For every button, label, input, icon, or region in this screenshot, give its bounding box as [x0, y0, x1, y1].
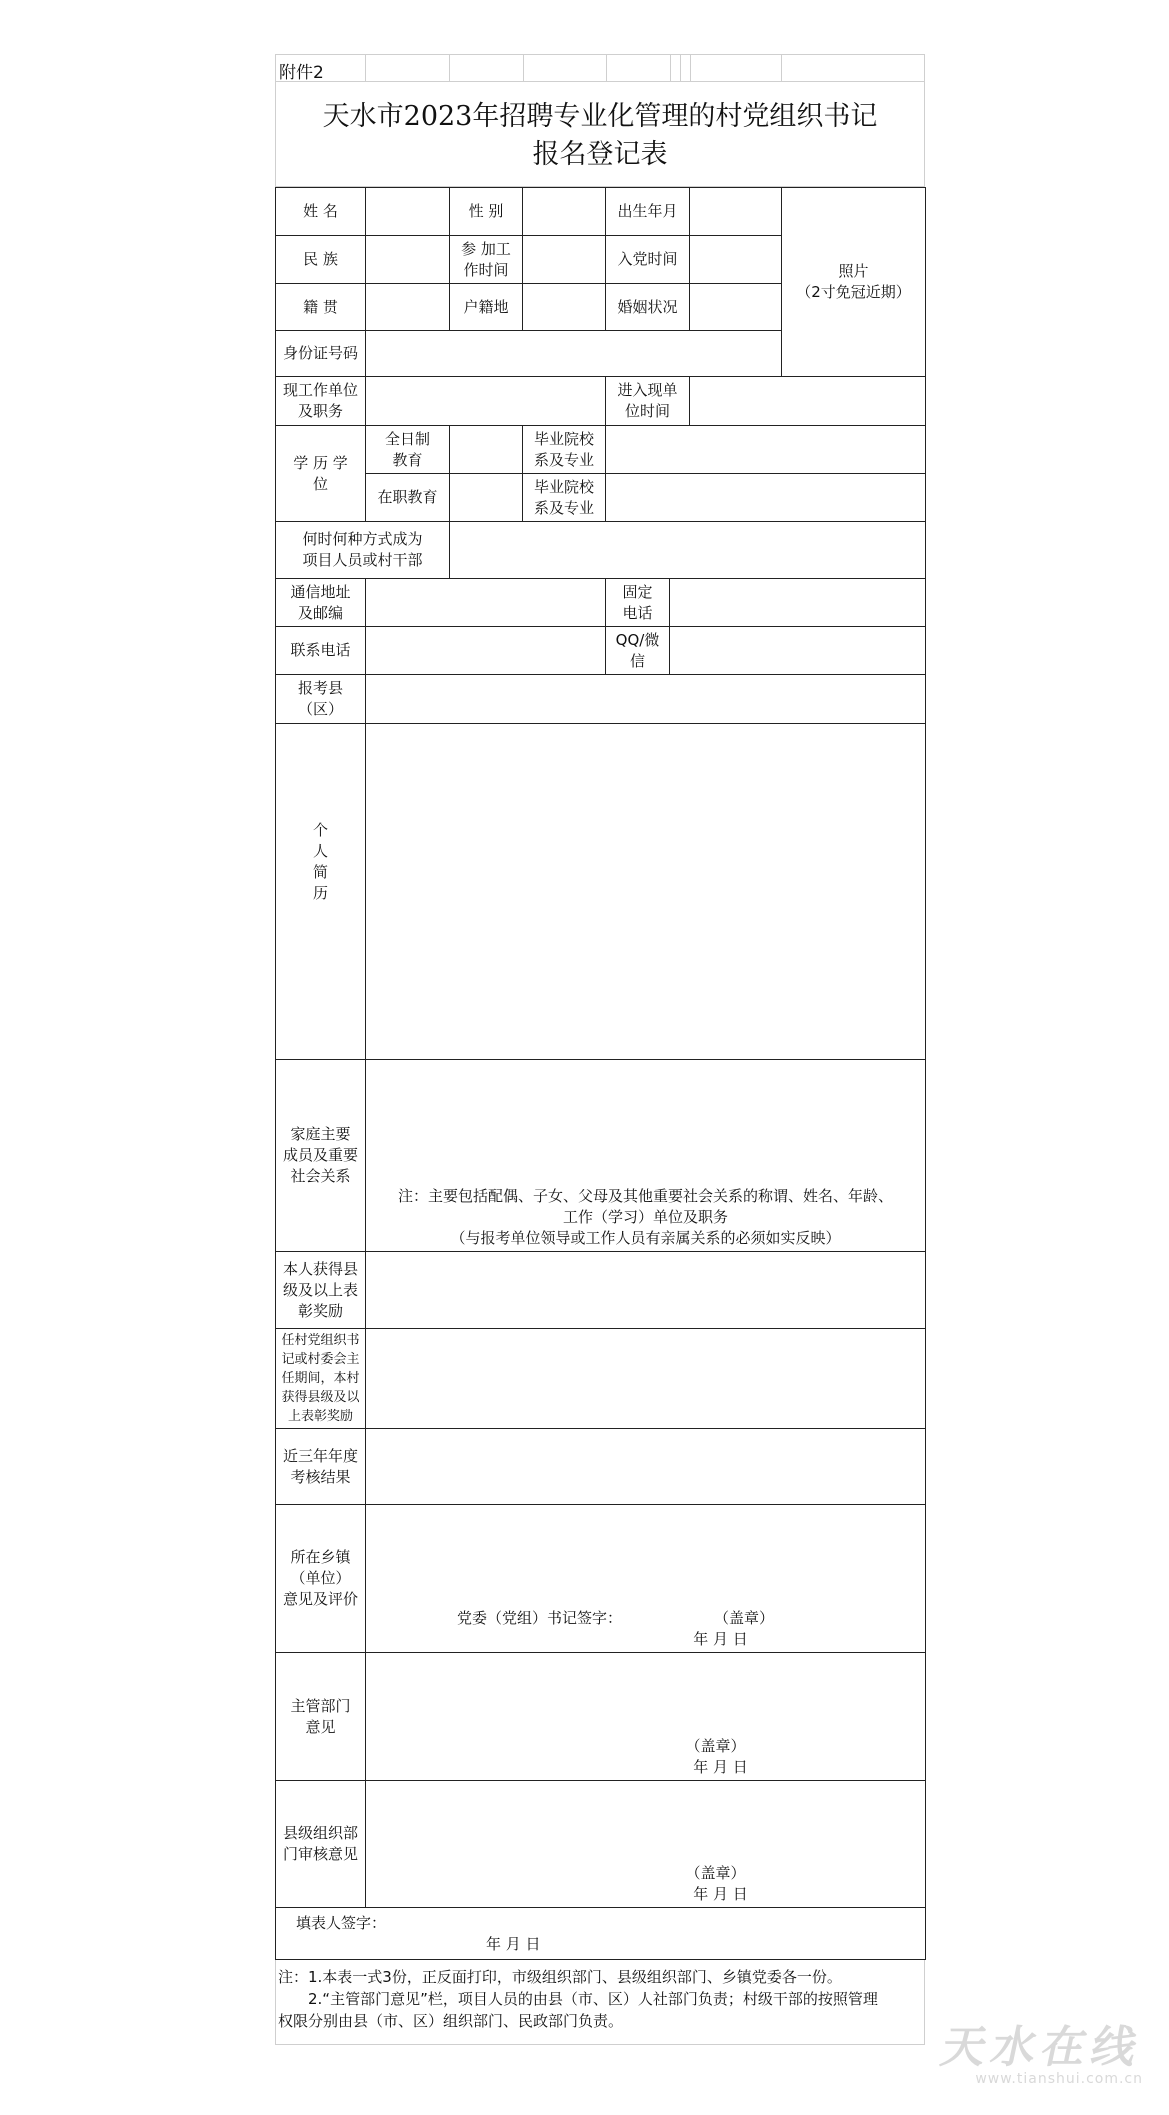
assessment-label — [276, 1429, 366, 1505]
family-label — [276, 1060, 366, 1252]
qq-label — [606, 627, 670, 675]
title-line-1: 天水市2023年招聘专业化管理的村党组织书记 — [322, 101, 878, 132]
current-unit-label-2: 及职务 — [297, 402, 343, 420]
town-label-2: （单位） — [290, 1569, 351, 1587]
household-label: 户籍地 — [450, 284, 523, 331]
row-town-opinion — [276, 1505, 926, 1653]
work-start-field[interactable] — [523, 236, 606, 284]
grid-line — [523, 55, 524, 81]
work-start-label — [450, 236, 523, 284]
how-when-label-2: 项目人员或村干部 — [302, 551, 423, 569]
county-org-date: 年 月 日 — [693, 1885, 748, 1903]
county-label-2: （区） — [297, 700, 343, 718]
footnote-3: 权限分别由县（市、区）组织部门、民政部门负责。 — [278, 2012, 624, 2030]
current-unit-label-1: 现工作单位 — [282, 381, 358, 399]
row-filler-sign — [276, 1908, 926, 1960]
assessment-label-1: 近三年年度 — [282, 1446, 358, 1465]
parttime-school-label — [523, 474, 606, 522]
row-family — [276, 1060, 926, 1252]
landline-label — [606, 579, 670, 627]
grid-line — [606, 55, 607, 81]
awards-label-2: 级及以上表 — [282, 1280, 358, 1299]
grid-line — [690, 55, 691, 81]
photo-hint: （2寸免冠近期） — [796, 283, 911, 301]
birth-label: 出生年月 — [606, 188, 690, 236]
education-label-2: 位 — [312, 474, 328, 493]
county-org-label-1: 县级组织部 — [282, 1824, 358, 1842]
gender-label: 性 别 — [450, 188, 523, 236]
row-name — [276, 188, 926, 236]
assessment-label-2: 考核结果 — [290, 1467, 351, 1486]
native-field[interactable] — [366, 284, 450, 331]
row-edu-parttime — [276, 474, 926, 522]
family-label-3: 社会关系 — [290, 1167, 351, 1185]
address-label-1: 通信地址 — [290, 582, 351, 601]
photo-box[interactable] — [782, 188, 926, 377]
resume-label-2: 人 — [312, 841, 328, 860]
county-label — [276, 675, 366, 724]
village-awards-field[interactable] — [366, 1329, 926, 1429]
landline-field[interactable] — [670, 579, 926, 627]
id-number-field[interactable] — [366, 331, 782, 377]
awards-label-3: 彰奖励 — [297, 1301, 343, 1320]
attachment-label: 附件2 — [279, 63, 324, 83]
row-county-org-opinion — [276, 1781, 926, 1908]
family-note-2: 工作（学习）单位及职务 — [563, 1208, 729, 1226]
town-sign-label: 党委（党组）书记签字： — [456, 1609, 622, 1627]
school-label-1: 毕业院校 — [533, 429, 594, 448]
fulltime-label-1: 全日制 — [384, 429, 430, 448]
footnote-2: 2.“主管部门意见”栏，项目人员的由县（市、区）人社部门负责；村级干部的按照管理 — [308, 1990, 878, 2008]
header-grid — [275, 54, 925, 81]
county-org-label-2: 门审核意见 — [282, 1845, 358, 1863]
row-county — [276, 675, 926, 724]
row-dept-opinion — [276, 1653, 926, 1781]
watermark-url: www.tianshui.com.cn — [975, 2071, 1143, 2087]
fulltime-school-label — [523, 426, 606, 474]
school-label-1: 毕业院校 — [533, 477, 594, 496]
family-field[interactable] — [366, 1060, 926, 1252]
resume-field[interactable] — [366, 724, 926, 1060]
party-join-label: 入党时间 — [606, 236, 690, 284]
ethnicity-field[interactable] — [366, 236, 450, 284]
village-awards-label-2: 记或村委会主 — [281, 1352, 360, 1367]
town-label-3: 意见及评价 — [282, 1590, 358, 1608]
grid-line — [449, 55, 450, 81]
village-awards-label — [276, 1329, 366, 1429]
resume-label-4: 历 — [312, 883, 328, 902]
enter-unit-field[interactable] — [690, 377, 926, 426]
ethnicity-label: 民 族 — [276, 236, 366, 284]
phone-field[interactable] — [366, 627, 606, 675]
village-awards-label-5: 上表彰奖励 — [287, 1409, 353, 1424]
town-sign-line — [368, 1608, 923, 1629]
fulltime-label-2: 教育 — [392, 450, 423, 469]
town-date: 年 月 日 — [693, 1630, 748, 1648]
school-label-2: 系及专业 — [533, 450, 594, 469]
parttime-label: 在职教育 — [366, 474, 450, 522]
dept-opinion-label — [276, 1653, 366, 1781]
current-unit-field[interactable] — [366, 377, 606, 426]
fulltime-school-field[interactable] — [606, 426, 926, 474]
registration-form-page — [275, 54, 925, 2045]
assessment-field[interactable] — [366, 1429, 926, 1505]
marital-label: 婚姻状况 — [606, 284, 690, 331]
qq-label-2: 信 — [629, 651, 645, 670]
dept-seal: （盖章） — [685, 1737, 746, 1755]
dept-label-2: 意见 — [305, 1717, 336, 1736]
family-note-3: （与报考单位领导或工作人员有亲属关系的必须如实反映） — [450, 1229, 841, 1247]
parttime-degree-field[interactable] — [450, 474, 523, 522]
footnotes — [275, 1960, 925, 2045]
watermark-logo: 天水在线 — [936, 2022, 1148, 2073]
landline-label-2: 电话 — [622, 603, 653, 622]
resume-label-3: 简 — [312, 862, 328, 881]
row-how-when — [276, 522, 926, 579]
enter-unit-label — [606, 377, 690, 426]
landline-label-1: 固定 — [622, 582, 653, 601]
how-when-field[interactable] — [450, 522, 926, 579]
row-current-unit — [276, 377, 926, 426]
id-number-label: 身份证号码 — [276, 331, 366, 377]
education-label-1: 学 历 学 — [293, 453, 348, 472]
village-awards-label-3: 任期间，本村 — [281, 1371, 360, 1386]
dept-date: 年 月 日 — [693, 1758, 748, 1776]
how-when-label — [276, 522, 450, 579]
parttime-school-field[interactable] — [606, 474, 926, 522]
current-unit-label — [276, 377, 366, 426]
photo-label: 照片 — [838, 262, 869, 280]
grid-line — [365, 55, 366, 81]
row-assessment — [276, 1429, 926, 1505]
registration-table — [275, 187, 926, 1960]
town-seal: （盖章） — [714, 1609, 775, 1627]
site-watermark — [936, 2011, 1148, 2087]
family-label-2: 成员及重要 — [282, 1146, 358, 1164]
fulltime-label — [366, 426, 450, 474]
title-line-2: 报名登记表 — [532, 139, 668, 170]
row-awards — [276, 1252, 926, 1329]
family-label-1: 家庭主要 — [290, 1125, 351, 1143]
form-title — [275, 81, 925, 187]
row-village-awards — [276, 1329, 926, 1429]
county-org-seal: （盖章） — [685, 1864, 746, 1882]
county-org-label — [276, 1781, 366, 1908]
fulltime-degree-field[interactable] — [450, 426, 523, 474]
household-field[interactable] — [523, 284, 606, 331]
party-join-field[interactable] — [690, 236, 782, 284]
education-label — [276, 426, 366, 522]
name-label: 姓 名 — [276, 188, 366, 236]
native-label: 籍 贯 — [276, 284, 366, 331]
town-opinion-field[interactable] — [366, 1505, 926, 1653]
town-opinion-label — [276, 1505, 366, 1653]
how-when-label-1: 何时何种方式成为 — [302, 530, 423, 548]
county-label-1: 报考县 — [297, 679, 343, 697]
county-field[interactable] — [366, 675, 926, 724]
row-address — [276, 579, 926, 627]
qq-label-1: QQ/微 — [615, 630, 660, 649]
town-label-1: 所在乡镇 — [290, 1548, 351, 1566]
resume-label — [276, 724, 366, 1060]
filler-sign-field[interactable] — [276, 1908, 926, 1960]
school-label-2: 系及专业 — [533, 498, 594, 517]
family-note-1: 注：主要包括配偶、子女、父母及其他重要社会关系的称谓、姓名、年龄、 — [398, 1187, 894, 1205]
filler-sign-label: 填表人签字： — [296, 1913, 387, 1932]
resume-label-1: 个 — [312, 820, 328, 839]
birth-field[interactable] — [690, 188, 782, 236]
row-resume — [276, 724, 926, 1060]
grid-line — [781, 55, 782, 81]
village-awards-label-1: 任村党组织书 — [281, 1333, 360, 1348]
dept-opinion-field[interactable] — [366, 1653, 926, 1781]
awards-field[interactable] — [366, 1252, 926, 1329]
work-start-label-2: 作时间 — [463, 260, 509, 279]
grid-line — [670, 55, 671, 81]
grid-line — [680, 55, 681, 81]
gender-field[interactable] — [523, 188, 606, 236]
address-field[interactable] — [366, 579, 606, 627]
county-org-field[interactable] — [366, 1781, 926, 1908]
work-start-label-1: 参 加工 — [461, 239, 511, 258]
enter-unit-label-2: 位时间 — [625, 402, 671, 420]
awards-label-1: 本人获得县 — [282, 1259, 358, 1278]
dept-label-1: 主管部门 — [290, 1696, 351, 1715]
enter-unit-label-1: 进入现单 — [617, 381, 678, 399]
village-awards-label-4: 获得县级及以 — [281, 1390, 360, 1405]
marital-field[interactable] — [690, 284, 782, 331]
qq-field[interactable] — [670, 627, 926, 675]
awards-label — [276, 1252, 366, 1329]
filler-date: 年 月 日 — [486, 1934, 541, 1953]
footnote-1: 注：1.本表一式3份，正反面打印，市级组织部门、县级组织部门、乡镇党委各一份。 — [278, 1968, 842, 1986]
address-label-2: 及邮编 — [297, 603, 343, 622]
address-label — [276, 579, 366, 627]
row-phone — [276, 627, 926, 675]
phone-label: 联系电话 — [276, 627, 366, 675]
name-field[interactable] — [366, 188, 450, 236]
row-edu-fulltime — [276, 426, 926, 474]
